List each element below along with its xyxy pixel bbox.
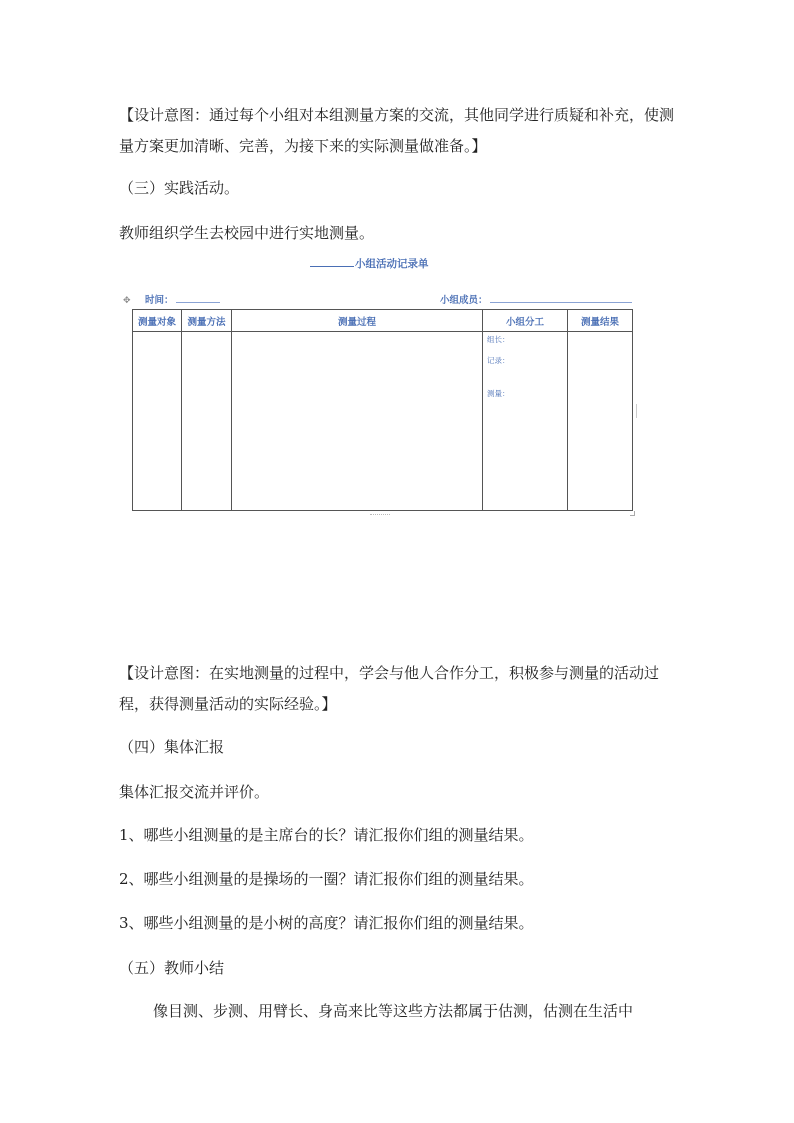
record-sheet-title: 小组活动记录单 xyxy=(310,256,429,271)
design-intent-2: 【设计意图：在实地测量的过程中，学会与他人合作分工，积极参与测量的活动过程，获得测量活动的实际经验。】 xyxy=(119,664,660,713)
cell-measure-method[interactable] xyxy=(182,332,232,511)
table-row xyxy=(133,332,633,511)
header-group-division: 小组分工 xyxy=(483,310,568,332)
members-blank xyxy=(490,293,632,303)
table-corner-resize-handle[interactable] xyxy=(630,511,635,516)
role-leader: 组长： xyxy=(487,335,510,344)
cell-group-division[interactable] xyxy=(483,332,568,511)
record-table xyxy=(132,309,633,511)
cell-measure-process[interactable] xyxy=(232,332,483,511)
role-measurer: 测量： xyxy=(487,389,510,398)
header-measure-process: 测量过程 xyxy=(232,310,483,332)
table-bottom-resize-handle[interactable] xyxy=(370,511,390,515)
section-3-heading: （三）实践活动。 xyxy=(119,179,240,197)
sheet-members: 小组成员： xyxy=(440,292,632,306)
section-4-heading: （四）集体汇报 xyxy=(119,738,225,756)
header-measure-result: 测量结果 xyxy=(568,310,633,332)
role-list xyxy=(483,332,567,398)
group-name-blank xyxy=(310,266,354,267)
section-5-heading: （五）教师小结 xyxy=(119,959,225,977)
section-3-text: 教师组织学生去校园中进行实地测量。 xyxy=(119,224,375,242)
cell-measure-object[interactable] xyxy=(133,332,182,511)
header-measure-object: 测量对象 xyxy=(133,310,182,332)
sheet-time: 时间： xyxy=(145,292,220,306)
table-move-handle-icon[interactable]: ✥ xyxy=(123,296,131,306)
question-1: 1、哪些小组测量的是主席台的长？请汇报你们组的测量结果。 xyxy=(119,826,534,844)
table-header-row xyxy=(133,310,633,332)
time-blank xyxy=(176,293,220,303)
question-3: 3、哪些小组测量的是小树的高度？请汇报你们组的测量结果。 xyxy=(119,914,534,932)
design-intent-1: 【设计意图：通过每个小组对本组测量方案的交流，其他同学进行质疑和补充，使测量方案更加清晰、完善，为接下来的实际测量做准备。】 xyxy=(119,106,675,155)
table-resize-edge[interactable] xyxy=(633,404,637,418)
role-recorder: 记录： xyxy=(487,356,510,365)
header-measure-method: 测量方法 xyxy=(182,310,232,332)
cell-measure-result[interactable] xyxy=(568,332,633,511)
section-4-text: 集体汇报交流并评价。 xyxy=(119,783,270,801)
summary-text: 像目测、步测、用臂长、身高来比等这些方法都属于估测，估测在生活中 xyxy=(153,1002,634,1020)
question-2: 2、哪些小组测量的是操场的一圈？请汇报你们组的测量结果。 xyxy=(119,870,534,888)
